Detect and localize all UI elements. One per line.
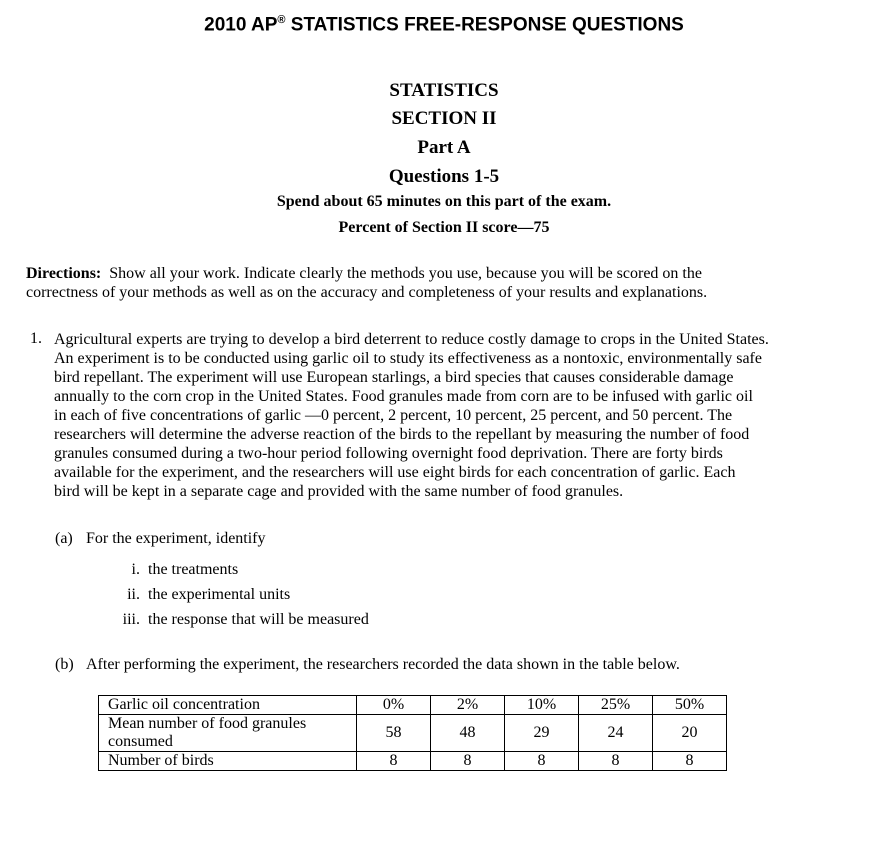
stem-line: granules consumed during a two-hour period following overnight food deprivation. There are forty birds <box>54 445 723 462</box>
table-cell: 8 <box>505 752 579 771</box>
stem-line: bird will be kept in a separate cage and provided with the same number of food granules. <box>54 483 624 500</box>
part-a-text: For the experiment, identify <box>86 530 266 547</box>
section-time-note: Spend about 65 minutes on this part of the exam. <box>276 193 612 210</box>
table-cell: 8 <box>653 752 727 771</box>
section-questions: Questions 1-5 <box>388 166 500 187</box>
header-title-prefix: 2010 AP <box>204 14 278 36</box>
table-cell: 58 <box>357 715 431 752</box>
question-number: 1. <box>30 330 42 347</box>
item-number: ii. <box>127 586 140 603</box>
table-cell: 25% <box>579 696 653 715</box>
part-b-label: (b) <box>55 656 74 673</box>
stem-line: researchers will determine the adverse reaction of the birds to the repellant by measuring the number of food <box>54 426 750 443</box>
directions-label: Directions: <box>26 265 102 282</box>
table-cell: 50% <box>653 696 727 715</box>
table-cell: 20 <box>653 715 727 752</box>
table-cell: 2% <box>431 696 505 715</box>
item-text: the treatments <box>148 561 239 578</box>
table-row <box>99 752 727 771</box>
section-subject: STATISTICS <box>389 80 499 101</box>
row-header-concentration: Garlic oil concentration <box>99 696 357 715</box>
row-header-line: Mean number of food granules <box>108 715 307 732</box>
table-cell: 29 <box>505 715 579 752</box>
row-header-birds: Number of birds <box>99 752 357 771</box>
page-header-title <box>0 14 888 36</box>
question-1-stem <box>54 330 769 501</box>
part-b-text: After performing the experiment, the researchers recorded the data shown in the table below. <box>86 656 680 673</box>
directions-line-2: correctness of your methods as well as on the accuracy and completeness of your results and explanations. <box>26 284 708 301</box>
header-title-suffix: STATISTICS FREE-RESPONSE QUESTIONS <box>285 14 684 36</box>
part-a-label: (a) <box>55 530 73 547</box>
table-cell: 10% <box>505 696 579 715</box>
table-cell: 8 <box>579 752 653 771</box>
stem-line: annually to the corn crop in the United States. Food granules made from corn are to be infused with garlic oil <box>54 388 753 405</box>
stem-line: An experiment is to be conducted using garlic oil to study its effectiveness as a nontoxic, environmentally safe <box>54 350 762 367</box>
row-header-line: consumed <box>108 733 173 750</box>
registered-mark: ® <box>277 14 286 26</box>
table-cell: 48 <box>431 715 505 752</box>
table-row <box>99 696 727 715</box>
item-text: the experimental units <box>148 586 291 603</box>
stem-line: in each of five concentrations of garlic —0 percent, 2 percent, 10 percent, 25 percent, and 50 percent. The <box>54 407 733 424</box>
table-cell: 8 <box>357 752 431 771</box>
item-number: iii. <box>122 611 140 628</box>
table-cell: 24 <box>579 715 653 752</box>
section-part: Part A <box>417 137 471 158</box>
section-score-note: Percent of Section II score—75 <box>338 219 550 236</box>
table-row <box>99 715 727 752</box>
table-cell: 0% <box>357 696 431 715</box>
stem-line: bird repellant. The experiment will use European starlings, a bird species that causes considerable damage <box>54 369 734 386</box>
data-table <box>98 695 727 771</box>
item-number: i. <box>131 561 140 578</box>
directions-paragraph <box>26 264 707 302</box>
stem-line: Agricultural experts are trying to develop a bird deterrent to reduce costly damage to crops in the United States. <box>54 331 769 348</box>
stem-line: available for the experiment, and the researchers will use eight birds for each concentration of garlic. Each <box>54 464 736 481</box>
section-number: SECTION II <box>391 108 497 129</box>
table-cell: 8 <box>431 752 505 771</box>
directions-line-1: Show all your work. Indicate clearly the methods you use, because you will be scored on the <box>109 265 702 282</box>
row-header-mean-granules <box>99 715 357 752</box>
item-text: the response that will be measured <box>148 611 369 628</box>
